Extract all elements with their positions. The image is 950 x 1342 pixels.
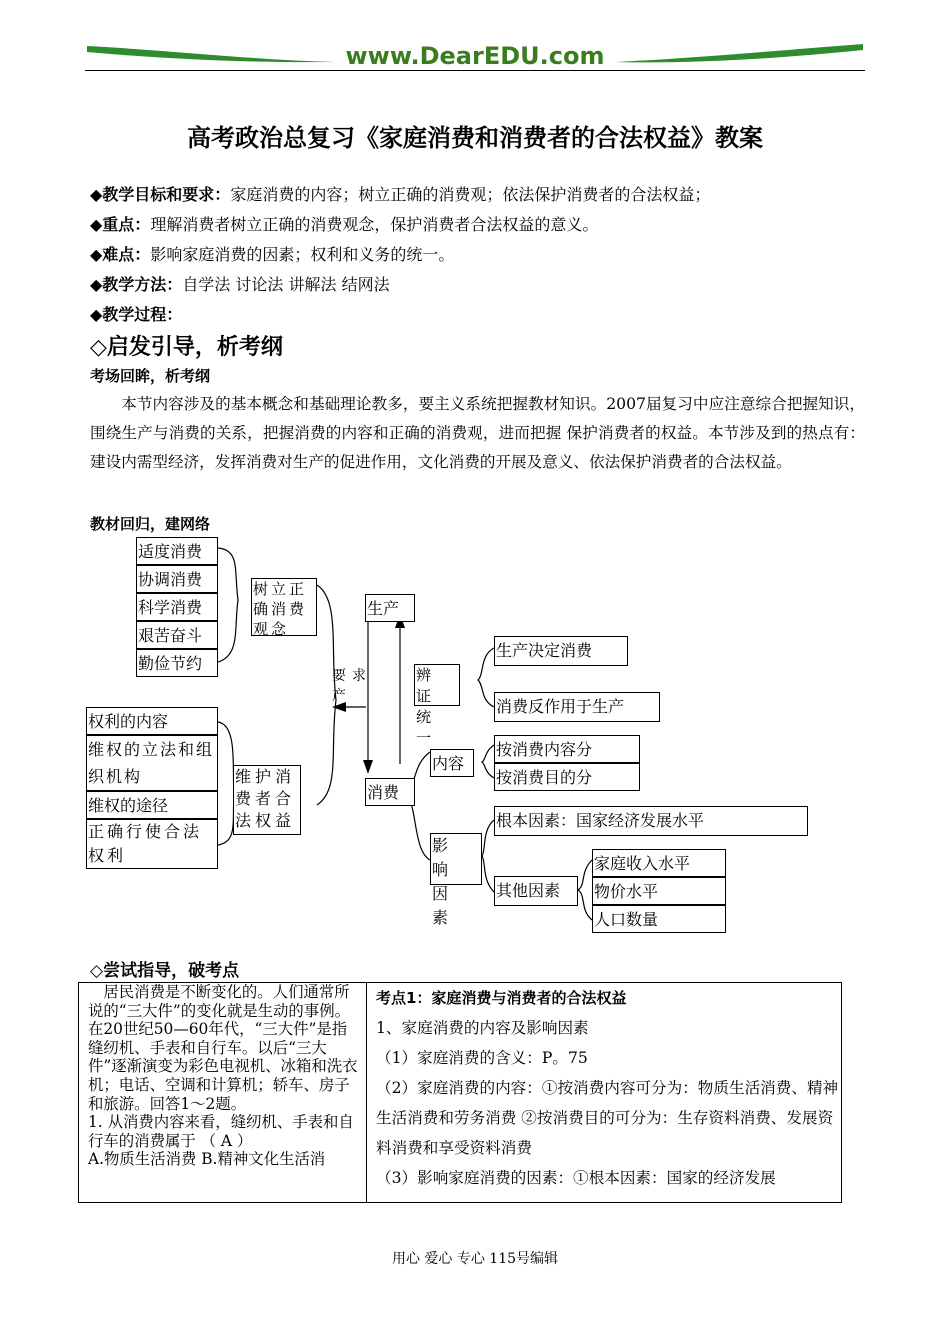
method-label: ◆教学方法：	[90, 275, 183, 294]
relation-reacts: 消费反作用于生产	[494, 692, 660, 722]
relation-determines: 生产决定消费	[494, 636, 628, 666]
practice-question-1: 1. 从消费内容来看，缝纫机、手表和自行车的消费属于 （ A ）	[88, 1113, 354, 1150]
section-heading-practice: ◇尝试指导，破考点	[90, 961, 240, 981]
factor-population: 人口数量	[592, 905, 726, 933]
arrow-down-to-consumption	[363, 760, 373, 774]
requires-label: 要求产	[332, 668, 372, 704]
practice-passage: 居民消费是不断变化的。人们通常所说的“三大件”的变化就是生动的事例。在20世纪50—60年代，“三大件”是指缝纫机、手表和自行车。以后“三大件”逐渐演变为彩色电视机、冰箱和洗衣机；电话、空调和计算机；轿车、房子和旅游。回答1～2题。	[88, 983, 358, 1113]
content-by-purpose: 按消费目的分	[494, 763, 640, 791]
rights-channels: 维权的途径	[86, 791, 218, 819]
page-footer: 用心 爱心 专心 115号编辑	[391, 1251, 559, 1267]
factor-price: 物价水平	[592, 877, 726, 905]
brace-relations	[478, 648, 494, 707]
content-by-type: 按消费内容分	[494, 735, 640, 763]
exam-point-heading: 考点1：家庭消费与消费者的合法权益	[376, 989, 627, 1007]
brace-content	[482, 745, 494, 778]
view-thrift: 勤俭节约	[136, 649, 218, 677]
rights-legislation: 维权的立法和组织机构	[86, 735, 218, 791]
practice-question-1-options: A.物质生活消费 B.精神文化生活消	[88, 1150, 326, 1169]
protect-rights-box: 维护消费者合法权益	[233, 765, 301, 835]
dialectic-box: 辨证统一	[414, 664, 460, 706]
keypoint-text: 理解消费者树立正确的消费观念，保护消费者合法权益的意义。	[150, 215, 599, 234]
method-text: 自学法 讨论法 讲解法 结网法	[182, 275, 390, 294]
content-box: 内容	[430, 749, 474, 777]
brace-consume	[404, 752, 430, 860]
view-moderate: 适度消费	[136, 537, 218, 565]
other-factor-box: 其他因素	[494, 876, 578, 906]
establish-view-box: 树立正确消费观念	[251, 578, 317, 636]
objective-label: ◆教学目标和要求：	[90, 185, 231, 204]
site-logo: www.DearEDU.com	[345, 42, 605, 70]
subheading-exam: 考场回眸，析考纲	[90, 367, 211, 385]
brace-influence	[482, 820, 494, 892]
subheading-network: 教材回归，建网络	[90, 515, 211, 533]
page-title: 高考政治总复习《家庭消费和消费者的合法权益》教案	[187, 123, 763, 152]
view-coordinated: 协调消费	[136, 565, 218, 593]
difficulty-text: 影响家庭消费的因素；权利和义务的统一。	[150, 245, 455, 264]
exam-point-line: （2）家庭消费的内容：①按消费内容可分为：物质生活消费、精神生活消费和劳务消费 ②按消费目的可分为：生存资料消费、发展资料消费和享受资料消费	[376, 1079, 839, 1157]
exam-point-line: （1）家庭消费的含义：P。75	[376, 1049, 588, 1067]
keypoint-label: ◆重点：	[90, 215, 151, 234]
view-hard-work: 艰苦奋斗	[136, 621, 218, 649]
intro-paragraph: 本节内容涉及的基本概念和基础理论教多，要主义系统把握教材知识。2007届复习中应注意综合把握知识，围绕生产与消费的关系，把握消费的内容和正确的消费观，进而把握 保护消费者的权益。本节涉及到的热点有：建设内需型经济，发挥消费对生产的促进作用，文化消费的开展及意义、依法保护消费者的合法权益。	[90, 395, 865, 471]
factor-income: 家庭收入水平	[592, 849, 726, 877]
production-box: 生产	[365, 594, 415, 622]
exam-point-line: 1、家庭消费的内容及影响因素	[376, 1019, 589, 1037]
practice-right-cell	[373, 983, 842, 1202]
practice-table	[78, 982, 842, 1203]
exam-point-line: （3）影响家庭消费的因素：①根本因素：国家的经济发展	[376, 1169, 776, 1187]
objective-text: 家庭消费的内容；树立正确的消费观；依法保护消费者的合法权益；	[230, 185, 711, 204]
brace-views	[218, 548, 238, 662]
influence-box: 影响因素	[430, 833, 482, 885]
view-scientific: 科学消费	[136, 593, 218, 621]
rights-content: 权利的内容	[86, 707, 218, 735]
process-label: ◆教学过程：	[90, 305, 183, 324]
root-factor-box: 根本因素：国家经济发展水平	[494, 806, 808, 836]
rights-exercise: 正确行使合法权利	[86, 819, 218, 869]
brace-other	[578, 860, 592, 920]
section-heading-guide: ◇启发引导，析考纲	[90, 335, 283, 360]
brace-rights	[218, 722, 234, 845]
consumption-box: 消费	[365, 778, 415, 806]
difficulty-label: ◆难点：	[90, 245, 151, 264]
practice-left-cell	[79, 983, 367, 1202]
